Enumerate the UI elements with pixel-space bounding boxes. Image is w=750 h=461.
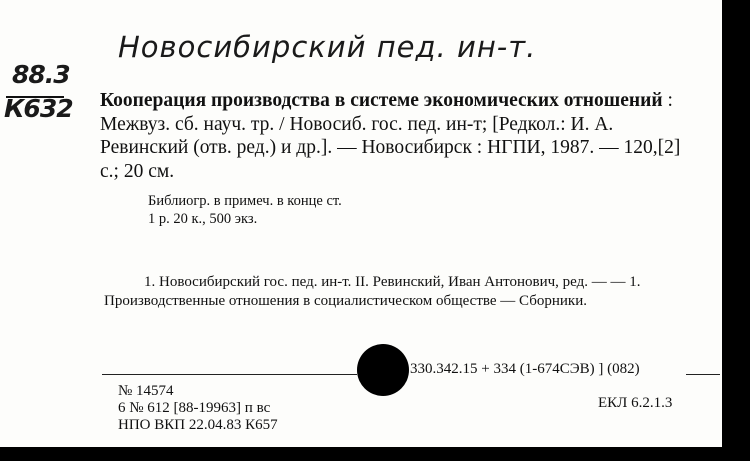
tracing-entry: 1. Новосибирский гос. пед. ин-т. II. Ревинский, Иван Антонович, ред. — — 1. Производственные отношения в социалистическом обществе — Сборники. <box>104 274 641 309</box>
classification-code: 330.342.15 + 334 (1-674СЭВ) ] (082) <box>410 361 640 377</box>
handwritten-author-mark: К632 <box>4 94 73 123</box>
stamp-line-2: 6 № 612 [88-19963] п вс <box>118 400 271 416</box>
handwritten-class-index: 88.3 <box>12 60 70 89</box>
bibliography-note: Библиогр. в примеч. в конце ст. <box>148 193 342 209</box>
divider-right <box>686 374 720 375</box>
entry-body: : Межвуз. сб. науч. тр. / Новосиб. гос. пед. ин-т; [Редкол.: И. А. Ревинский (отв. ред.) и др.]. — Новосибирск : НГПИ, 1987. — 120,[2] с.; 20 см. <box>100 90 681 182</box>
price-note: 1 р. 20 к., 500 экз. <box>148 211 258 227</box>
stamp-line-1: № 14574 <box>118 383 174 399</box>
entry-title: Кооперация производства в системе экономических отношений <box>100 90 663 111</box>
ekl-code: ЕКЛ 6.2.1.3 <box>598 395 673 411</box>
divider-left <box>102 374 357 375</box>
handwritten-heading: Новосибирский пед. ин-т. <box>118 30 537 64</box>
bibliographic-entry <box>100 89 690 183</box>
stamp-line-3: НПО ВКП 22.04.83 К657 <box>118 417 278 433</box>
ink-blot <box>357 344 409 396</box>
